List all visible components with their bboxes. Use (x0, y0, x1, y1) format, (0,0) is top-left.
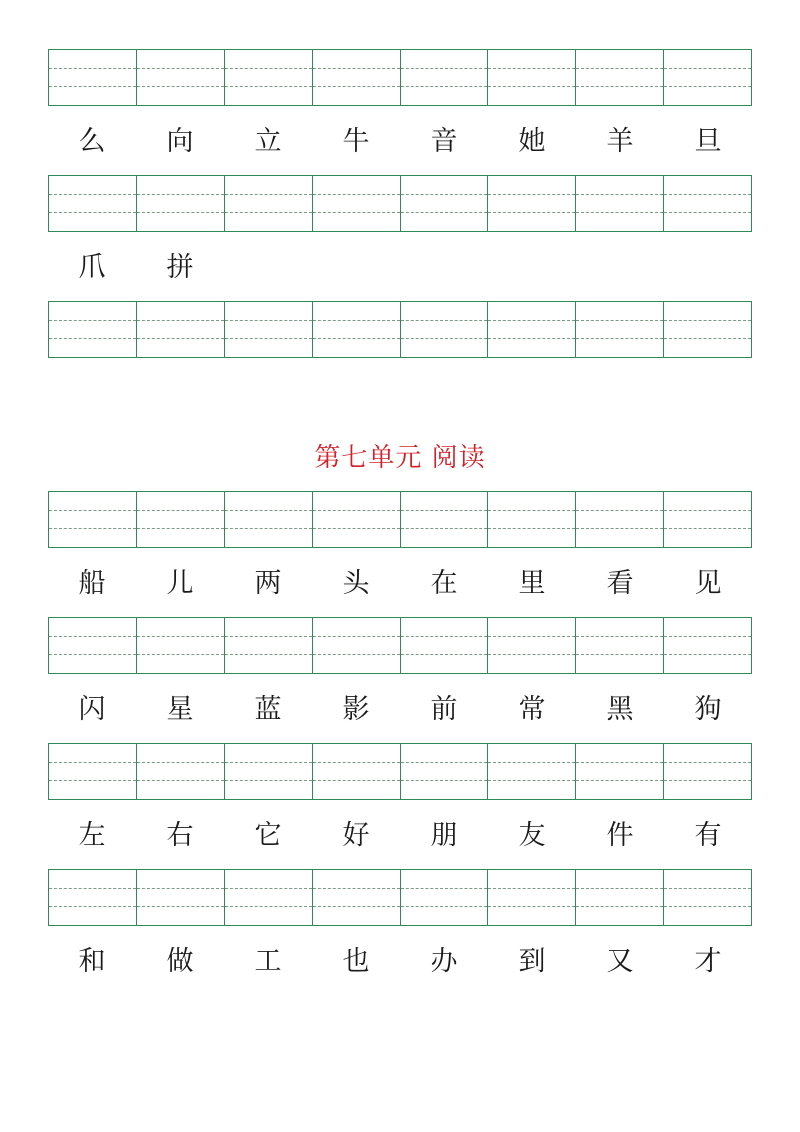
pinyin-grid (48, 743, 752, 800)
grid-cell (137, 618, 225, 673)
grid-cell (401, 50, 489, 105)
character: 她 (518, 126, 546, 157)
character: 工 (254, 946, 282, 977)
character: 立 (254, 126, 282, 157)
grid-cell (49, 492, 137, 547)
character: 到 (518, 946, 546, 977)
grid-cell (576, 744, 664, 799)
grid-cell (664, 870, 751, 925)
grid-cell (576, 302, 664, 357)
character: 和 (78, 946, 106, 977)
character: 牛 (342, 126, 370, 157)
character: 朋 (430, 820, 458, 851)
grid-cell (137, 744, 225, 799)
section-title: 第七单元 阅读 (314, 443, 486, 473)
character: 看 (606, 568, 634, 599)
grid-cell (664, 492, 751, 547)
grid-cell (488, 50, 576, 105)
grid-cell (225, 492, 313, 547)
grid-cell (576, 870, 664, 925)
grid-cell (49, 176, 137, 231)
grid-cell (313, 492, 401, 547)
grid-cell (313, 870, 401, 925)
grid-cell (49, 618, 137, 673)
grid-cell (401, 302, 489, 357)
grid-cell (49, 50, 137, 105)
character: 爪 (78, 252, 106, 283)
character: 也 (342, 946, 370, 977)
grid-cell (137, 50, 225, 105)
character: 狗 (694, 694, 722, 725)
character: 又 (606, 946, 634, 977)
character: 友 (518, 820, 546, 851)
character-row (48, 942, 752, 982)
grid-cell (576, 50, 664, 105)
grid-cell (664, 176, 751, 231)
character: 左 (78, 820, 106, 851)
grid-cell (664, 618, 751, 673)
grid-cell (488, 176, 576, 231)
grid-cell (49, 870, 137, 925)
grid-cell (488, 618, 576, 673)
pinyin-grid (48, 491, 752, 548)
character-row (48, 248, 752, 288)
character: 羊 (606, 126, 634, 157)
character: 影 (342, 694, 370, 725)
grid-cell (313, 50, 401, 105)
pinyin-grid (48, 175, 752, 232)
character: 旦 (694, 126, 722, 157)
grid-cell (576, 618, 664, 673)
character: 右 (166, 820, 194, 851)
grid-cell (401, 744, 489, 799)
grid-cell (225, 302, 313, 357)
character: 才 (694, 946, 722, 977)
character: 闪 (78, 694, 106, 725)
character: 头 (342, 568, 370, 599)
character: 见 (694, 568, 722, 599)
character: 常 (518, 694, 546, 725)
character-row (48, 122, 752, 162)
character: 黑 (606, 694, 634, 725)
grid-cell (664, 50, 751, 105)
grid-cell (137, 492, 225, 547)
grid-cell (225, 744, 313, 799)
grid-cell (137, 302, 225, 357)
grid-cell (225, 176, 313, 231)
character: 它 (254, 820, 282, 851)
character: 办 (430, 946, 458, 977)
grid-cell (137, 870, 225, 925)
grid-cell (664, 302, 751, 357)
grid-cell (313, 176, 401, 231)
grid-cell (401, 618, 489, 673)
grid-cell (225, 870, 313, 925)
pinyin-grid (48, 869, 752, 926)
grid-cell (401, 176, 489, 231)
character: 蓝 (254, 694, 282, 725)
grid-cell (49, 744, 137, 799)
pinyin-grid (48, 301, 752, 358)
grid-cell (401, 870, 489, 925)
grid-cell (401, 492, 489, 547)
character: 星 (166, 694, 194, 725)
character: 前 (430, 694, 458, 725)
grid-cell (576, 176, 664, 231)
character: 两 (254, 568, 282, 599)
character: 音 (430, 126, 458, 157)
grid-cell (488, 870, 576, 925)
character: 儿 (166, 568, 194, 599)
character: 么 (78, 126, 106, 157)
character: 在 (430, 568, 458, 599)
character: 件 (606, 820, 634, 851)
character: 有 (694, 820, 722, 851)
character: 里 (518, 568, 546, 599)
grid-cell (225, 50, 313, 105)
grid-cell (313, 744, 401, 799)
character-row (48, 690, 752, 730)
grid-cell (313, 302, 401, 357)
grid-cell (137, 176, 225, 231)
character: 船 (78, 568, 106, 599)
character: 做 (166, 946, 194, 977)
grid-cell (664, 744, 751, 799)
grid-cell (225, 618, 313, 673)
grid-cell (313, 618, 401, 673)
character: 拼 (166, 252, 194, 283)
character-row (48, 816, 752, 856)
grid-cell (488, 492, 576, 547)
character-row (48, 564, 752, 604)
grid-cell (49, 302, 137, 357)
grid-cell (576, 492, 664, 547)
character: 向 (166, 126, 194, 157)
character: 好 (342, 820, 370, 851)
pinyin-grid (48, 49, 752, 106)
grid-cell (488, 302, 576, 357)
grid-cell (488, 744, 576, 799)
pinyin-grid (48, 617, 752, 674)
